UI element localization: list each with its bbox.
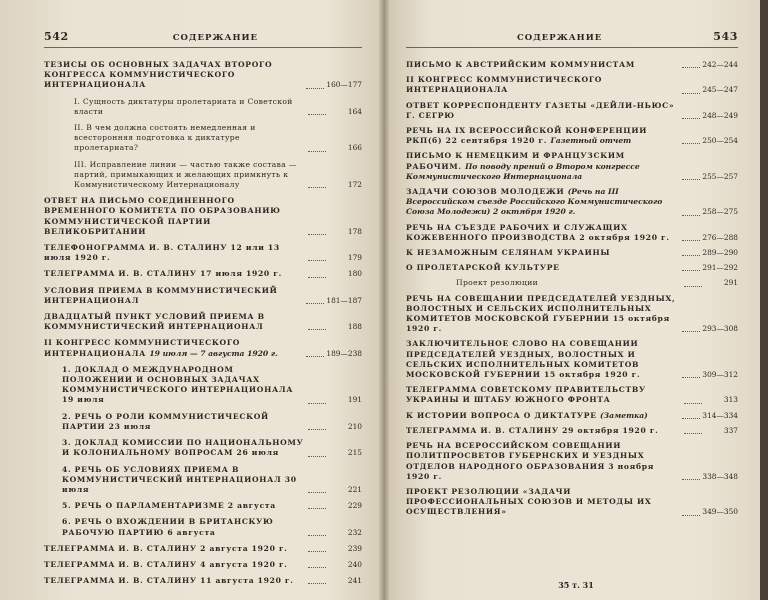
toc-entry-title xyxy=(406,248,680,258)
toc-entry-page: 314—334 xyxy=(702,410,738,420)
toc-entry-text: ТЕЛЕГРАММА И. В. СТАЛИНУ 11 августа 1920 г. xyxy=(44,576,294,586)
toc-entry-text: III. Исправление линии — частью также состава — партий, примыкающих и желающих примкнуть к Коммунистическому Интернационалу xyxy=(74,159,297,190)
toc-entry-title xyxy=(406,385,682,405)
toc-entry-page: 349—350 xyxy=(702,507,738,517)
toc-entry xyxy=(44,560,362,570)
toc-entry xyxy=(44,412,362,432)
leader-dots xyxy=(308,551,326,552)
toc-entry-page: 178 xyxy=(347,226,362,236)
toc-entry-text: 3. ДОКЛАД КОМИССИИ ПО НАЦИОНАЛЬНОМУ И КОЛОНИАЛЬНОМУ ВОПРОСАМ 26 июля xyxy=(62,438,304,458)
left-running-title: СОДЕРЖАНИЕ xyxy=(172,33,258,43)
toc-entry-title xyxy=(406,223,680,243)
toc-entry xyxy=(406,339,738,380)
toc-entry-text: 1. ДОКЛАД О МЕЖДУНАРОДНОМ ПОЛОЖЕНИИ И ОСНОВНЫХ ЗАДАЧАХ КОММУНИСТИЧЕСКОГО ИНТЕРНАЦИОНАЛА 19 июля xyxy=(62,364,294,405)
toc-entry xyxy=(44,269,362,279)
toc-entry-text: ДВАДЦАТЫЙ ПУНКТ УСЛОВИЙ ПРИЕМА В КОММУНИСТИЧЕСКИЙ ИНТЕРНАЦИОНАЛ xyxy=(44,312,265,332)
toc-entry-page: 291—292 xyxy=(702,263,738,273)
leader-dots xyxy=(684,433,702,434)
toc-entry xyxy=(406,441,738,482)
toc-entry xyxy=(406,223,738,243)
toc-entry-text: УСЛОВИЯ ПРИЕМА В КОММУНИСТИЧЕСКИЙ ИНТЕРНАЦИОНАЛ xyxy=(44,285,278,305)
toc-entry-title xyxy=(44,196,306,237)
toc-entry-page: 180 xyxy=(347,269,362,279)
toc-entry xyxy=(44,196,362,237)
toc-entry xyxy=(44,60,362,91)
leader-dots xyxy=(682,479,700,480)
toc-entry-title xyxy=(406,441,680,482)
toc-entry-title xyxy=(406,263,680,273)
leader-dots xyxy=(308,277,326,278)
leader-dots xyxy=(308,535,326,536)
toc-entry-title xyxy=(44,60,304,91)
toc-entry-page: 191 xyxy=(347,395,362,405)
toc-entry-text: II. В чем должна состоять немедленная и всесторонняя подготовка к диктатуре пролетариата? xyxy=(74,123,256,153)
toc-entry-text: ТЕЛЕГРАММА И. В. СТАЛИНУ 29 октября 1920 г. xyxy=(406,425,659,435)
toc-entry-page: 313 xyxy=(723,395,738,405)
leader-dots xyxy=(682,418,700,419)
toc-entry-italic-note: 19 июля — 7 августа 1920 г. xyxy=(149,348,278,358)
toc-entry-text: К НЕЗАМОЖНЫМ СЕЛЯНАМ УКРАИНЫ xyxy=(406,248,611,258)
toc-entry-title xyxy=(406,487,680,518)
page-edge xyxy=(760,0,768,600)
toc-entry-text: I. Сущность диктатуры пролетариата и Советской власти xyxy=(74,96,293,116)
toc-entry-title xyxy=(406,426,682,436)
leader-dots xyxy=(682,331,700,332)
leader-dots xyxy=(306,303,324,304)
toc-entry-page: 172 xyxy=(347,180,362,190)
leader-dots xyxy=(682,377,700,378)
leader-dots xyxy=(308,583,326,584)
leader-dots xyxy=(308,403,326,404)
left-contents-list xyxy=(44,60,362,586)
toc-entry-text: ТЕЗИСЫ ОБ ОСНОВНЫХ ЗАДАЧАХ ВТОРОГО КОНГРЕССА КОММУНИСТИЧЕСКОГО ИНТЕРНАЦИОНАЛА xyxy=(44,60,273,90)
toc-entry xyxy=(406,248,738,258)
toc-entry-page: 245—247 xyxy=(702,85,738,95)
leader-dots xyxy=(682,93,700,94)
leader-dots xyxy=(682,515,700,516)
toc-entry xyxy=(44,544,362,554)
toc-entry-text: ПИСЬМО К НЕМЕЦКИМ И ФРАНЦУЗСКИМ РАБОЧИМ. xyxy=(406,151,625,171)
toc-entry-title xyxy=(44,286,304,306)
toc-entry-title xyxy=(406,75,680,95)
toc-entry xyxy=(44,312,362,332)
right-page xyxy=(384,0,768,600)
toc-entry-text: ТЕЛЕГРАММА СОВЕТСКОМУ ПРАВИТЕЛЬСТВУ УКРАИНЫ И ШТАБУ ЮЖНОГО ФРОНТА xyxy=(406,385,646,405)
toc-entry xyxy=(44,286,362,306)
toc-entry-page: 160—177 xyxy=(326,80,362,90)
leader-dots xyxy=(682,67,700,68)
toc-entry-title xyxy=(44,243,306,263)
toc-entry-italic-note: По поводу прений о Втором конгрессе Коммунистического Интернационала xyxy=(406,161,640,181)
leader-dots xyxy=(682,118,700,119)
leader-dots xyxy=(308,187,326,188)
toc-entry-page: 221 xyxy=(347,484,362,494)
toc-entry-page: 338—348 xyxy=(702,471,738,481)
toc-entry-text: К ИСТОРИИ ВОПРОСА О ДИКТАТУРЕ xyxy=(406,410,597,420)
toc-entry xyxy=(44,438,362,458)
toc-entry xyxy=(406,385,738,405)
toc-entry-text: 5. РЕЧЬ О ПАРЛАМЕНТАРИЗМЕ 2 августа xyxy=(62,501,276,511)
toc-entry-text: ОТВЕТ НА ПИСЬМО СОЕДИНЕННОГО ВРЕМЕННОГО КОМИТЕТА ПО ОБРАЗОВАНИЮ КОММУНИСТИЧЕСКОЙ ПАРТИИ ВЕЛИКОБРИТАНИИ xyxy=(44,196,281,236)
signature-mark: 35 т. 31 xyxy=(558,580,594,590)
toc-entry-page: 309—312 xyxy=(702,370,738,380)
leader-dots xyxy=(308,567,326,568)
toc-entry xyxy=(44,517,362,537)
toc-entry-page: 210 xyxy=(347,421,362,431)
toc-entry-title xyxy=(44,312,306,332)
leader-dots xyxy=(682,143,700,144)
toc-entry-italic-note: (Речь на III Всероссийском съезде Российского Коммунистического Союза Молодежи) 2 октября 1920 г. xyxy=(406,187,663,217)
toc-entry-page: 164 xyxy=(347,106,362,116)
toc-entry-text: ПРОЕКТ РЕЗОЛЮЦИИ «ЗАДАЧИ ПРОФЕССИОНАЛЬНЫХ СОЮЗОВ И МЕТОДЫ ИХ ОСУЩЕСТВЛЕНИЯ» xyxy=(406,486,652,517)
toc-entry-page: 250—254 xyxy=(702,136,738,146)
toc-entry-title xyxy=(44,576,306,586)
toc-entry xyxy=(44,576,362,586)
leader-dots xyxy=(308,260,326,261)
toc-entry-text: ТЕЛЕГРАММА И. В. СТАЛИНУ 4 августа 1920 г. xyxy=(44,559,288,569)
toc-entry-title xyxy=(62,412,306,432)
toc-entry-text: РЕЧЬ НА СЪЕЗДЕ РАБОЧИХ И СЛУЖАЩИХ КОЖЕВЕННОГО ПРОИЗВОДСТВА 2 октября 1920 г. xyxy=(406,222,670,242)
toc-entry xyxy=(406,187,738,218)
toc-entry xyxy=(44,465,362,496)
toc-entry xyxy=(44,501,362,511)
toc-entry-text: ЗАКЛЮЧИТЕЛЬНОЕ СЛОВО НА СОВЕЩАНИИ ПРЕДСЕДАТЕЛЕЙ УЕЗДНЫХ, ВОЛОСТНЫХ И СЕЛЬСКИХ ИСПОЛНИТЕЛЬНЫХ КОМИТЕТОВ МОСКОВСКОЙ ГУБЕРНИИ 15 октября 1920 г. xyxy=(406,339,641,380)
toc-entry-page: 189—238 xyxy=(326,348,362,358)
toc-entry-title xyxy=(62,501,306,511)
toc-entry-text: ТЕЛЕГРАММА И. В. СТАЛИНУ 2 августа 1920 г. xyxy=(44,543,288,553)
leader-dots xyxy=(684,403,702,404)
toc-entry xyxy=(406,487,738,518)
toc-entry-title xyxy=(406,151,680,182)
right-running-head xyxy=(406,30,738,48)
toc-entry-page: 188 xyxy=(347,322,362,332)
leader-dots xyxy=(682,179,700,180)
toc-entry-page: 215 xyxy=(347,448,362,458)
toc-entry-page: 289—290 xyxy=(702,248,738,258)
toc-entry-text: РЕЧЬ НА ВСЕРОССИЙСКОМ СОВЕЩАНИИ ПОЛИТПРОСВЕТОВ ГУБЕРНСКИХ И УЕЗДНЫХ ОТДЕЛОВ НАРОДНОГО ОБРАЗОВАНИЯ 3 ноября 1920 г. xyxy=(406,441,655,481)
toc-entry-title xyxy=(62,465,306,496)
toc-entry-title xyxy=(74,97,306,117)
toc-entry-text: 4. РЕЧЬ ОБ УСЛОВИЯХ ПРИЕМА В КОММУНИСТИЧЕСКИЙ ИНТЕРНАЦИОНАЛ 30 июля xyxy=(62,464,297,494)
toc-entry-page: 240 xyxy=(347,559,362,569)
toc-entry-title xyxy=(44,338,304,358)
toc-entry-text: О ПРОЛЕТАРСКОЙ КУЛЬТУРЕ xyxy=(406,263,560,273)
toc-entry-text: 2. РЕЧЬ О РОЛИ КОММУНИСТИЧЕСКОЙ ПАРТИИ 23 июля xyxy=(62,411,269,431)
toc-entry-title xyxy=(44,544,306,554)
leader-dots xyxy=(308,456,326,457)
toc-entry-text: Проект резолюции xyxy=(456,278,539,288)
leader-dots xyxy=(684,286,702,287)
toc-entry-title xyxy=(406,101,680,121)
toc-entry xyxy=(406,263,738,273)
toc-entry xyxy=(406,151,738,182)
toc-entry-page: 337 xyxy=(723,425,738,435)
toc-entry xyxy=(406,75,738,95)
toc-entry-page: 248—249 xyxy=(702,110,738,120)
toc-entry xyxy=(406,294,738,335)
toc-entry-text: ОТВЕТ КОРРЕСПОНДЕНТУ ГАЗЕТЫ «ДЕЙЛИ-НЬЮС» Г. СЕГРЮ xyxy=(406,100,675,120)
toc-entry-page: 232 xyxy=(347,527,362,537)
toc-entry xyxy=(406,278,738,288)
leader-dots xyxy=(308,329,326,330)
toc-entry-text: РЕЧЬ НА СОВЕЩАНИИ ПРЕДСЕДАТЕЛЕЙ УЕЗДНЫХ, ВОЛОСТНЫХ И СЕЛЬСКИХ ИСПОЛНИТЕЛЬНЫХ КОМИТЕТОВ МОСКОВСКОЙ ГУБЕРНИИ 15 октября 1920 г. xyxy=(406,293,676,334)
toc-entry xyxy=(406,126,738,146)
toc-entry-title xyxy=(406,187,680,218)
toc-entry-title xyxy=(44,269,306,279)
leader-dots xyxy=(682,270,700,271)
toc-entry xyxy=(44,338,362,358)
toc-entry-title xyxy=(456,278,682,288)
toc-entry xyxy=(406,426,738,436)
toc-entry-text: II КОНГРЕСС КОММУНИСТИЧЕСКОГО ИНТЕРНАЦИОНАЛА xyxy=(406,75,603,95)
toc-entry-title xyxy=(62,365,306,406)
toc-entry-title xyxy=(406,339,680,380)
toc-entry-page: 291 xyxy=(723,278,738,288)
toc-entry xyxy=(406,101,738,121)
toc-entry-page: 181—187 xyxy=(326,295,362,305)
leader-dots xyxy=(308,234,326,235)
toc-entry-title xyxy=(406,126,680,146)
toc-entry-page: 241 xyxy=(347,576,362,586)
toc-entry-title xyxy=(406,294,680,335)
toc-entry-page: 179 xyxy=(347,253,362,263)
leader-dots xyxy=(308,508,326,509)
toc-entry-page: 255—257 xyxy=(702,171,738,181)
toc-entry-page: 166 xyxy=(347,143,362,153)
leader-dots xyxy=(308,492,326,493)
toc-entry-page: 239 xyxy=(347,543,362,553)
toc-entry-title xyxy=(44,560,306,570)
right-running-title: СОДЕРЖАНИЕ xyxy=(517,33,603,43)
toc-entry-page: 242—244 xyxy=(702,60,738,69)
toc-entry-text: 6. РЕЧЬ О ВХОЖДЕНИИ В БРИТАНСКУЮ РАБОЧУЮ ПАРТИЮ 6 августа xyxy=(62,517,274,537)
leader-dots xyxy=(308,151,326,152)
right-contents-list xyxy=(406,60,738,518)
toc-entry-text: ЗАДАЧИ СОЮЗОВ МОЛОДЕЖИ xyxy=(406,187,565,197)
toc-entry-page: 293—308 xyxy=(702,324,738,334)
toc-entry-italic-note: Газетный отчет xyxy=(550,136,632,146)
toc-entry xyxy=(44,123,362,154)
toc-entry-text: РЕЧЬ НА IX ВСЕРОССИЙСКОЙ КОНФЕРЕНЦИИ РКП(б) 22 сентября 1920 г. xyxy=(406,126,648,146)
left-running-head xyxy=(44,30,362,48)
leader-dots xyxy=(682,215,700,216)
toc-entry-title xyxy=(406,60,680,70)
toc-entry-title xyxy=(406,411,680,421)
toc-entry-title xyxy=(74,160,306,191)
leader-dots xyxy=(308,429,326,430)
toc-entry-italic-note: (Заметка) xyxy=(600,410,648,420)
toc-entry-text: ПИСЬМО К АВСТРИЙСКИМ КОММУНИСТАМ xyxy=(406,60,635,69)
toc-entry-text: ТЕЛЕФОНОГРАММА И. В. СТАЛИНУ 12 или 13 июля 1920 г. xyxy=(44,243,280,263)
toc-entry-page: 258—275 xyxy=(702,207,738,217)
right-page-number: 543 xyxy=(713,30,738,43)
toc-entry-title xyxy=(62,438,306,458)
toc-entry xyxy=(44,243,362,263)
leader-dots xyxy=(682,240,700,241)
leader-dots xyxy=(306,356,324,357)
toc-entry-title xyxy=(74,123,306,154)
left-page-number: 542 xyxy=(44,30,69,43)
toc-entry xyxy=(44,97,362,117)
toc-entry xyxy=(406,60,738,70)
toc-entry xyxy=(406,411,738,421)
leader-dots xyxy=(308,114,326,115)
book-gutter-shadow xyxy=(378,0,390,600)
leader-dots xyxy=(682,255,700,256)
toc-entry-page: 229 xyxy=(347,501,362,511)
toc-entry-page: 276—288 xyxy=(702,232,738,242)
toc-entry-text: ТЕЛЕГРАММА И. В. СТАЛИНУ 17 июля 1920 г. xyxy=(44,269,282,279)
toc-entry xyxy=(44,365,362,406)
toc-entry-text: II КОНГРЕСС КОММУНИСТИЧЕСКОГО ИНТЕРНАЦИОНАЛА xyxy=(44,338,241,358)
toc-entry xyxy=(44,160,362,191)
leader-dots xyxy=(306,88,324,89)
toc-entry-title xyxy=(62,517,306,537)
